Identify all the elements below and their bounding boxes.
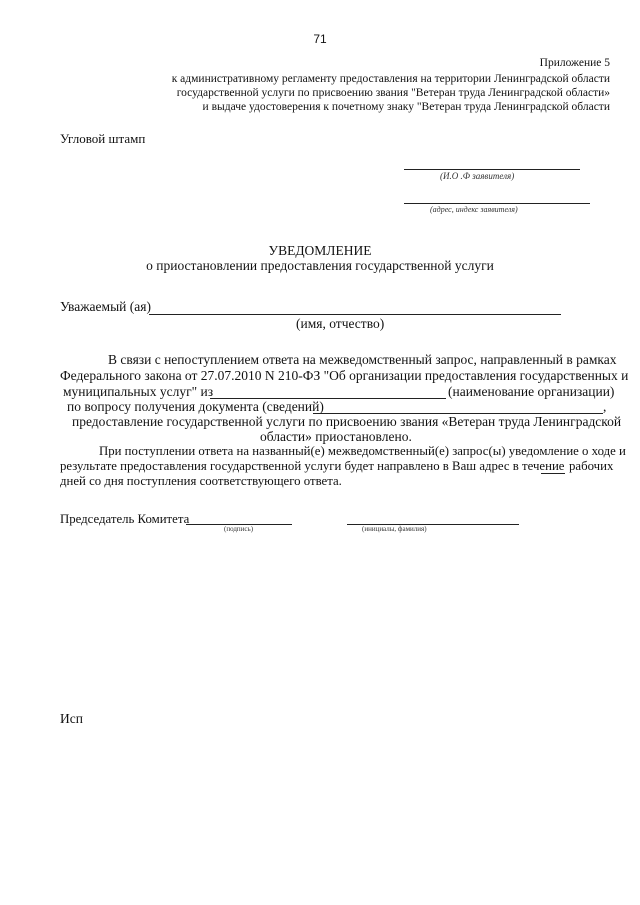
executor-label: Исп bbox=[60, 711, 83, 726]
body-p1-line-4-start: по вопросу получения документа (сведений) bbox=[67, 399, 324, 414]
body-p1-line-4-end: , bbox=[603, 399, 607, 414]
salutation-label: Уважаемый (ая) bbox=[60, 299, 151, 314]
salutation-line bbox=[149, 314, 561, 315]
body-p1-line-2: Федерального закона от 27.07.2010 N 210-ФЗ "Об организации предоставления государственных и bbox=[60, 368, 629, 383]
signer-name-caption: (инициалы, фамилия) bbox=[362, 525, 427, 533]
document-title: УВЕДОМЛЕНИЕ bbox=[268, 243, 372, 258]
appendix-line-4: и выдаче удостоверения к почетному знаку "Ветеран труда Ленинградской области bbox=[202, 101, 610, 113]
days-blank-line bbox=[541, 473, 565, 474]
appendix-line-3: государственной услуги по присвоению звания "Ветеран труда Ленинградской области» bbox=[176, 87, 610, 99]
body-p2-line-2-end: рабочих bbox=[569, 459, 614, 473]
body-p1-line-6: области» приостановлено. bbox=[260, 429, 412, 444]
appendix-line-2: к административному регламенту предоставления на территории Ленинградской области bbox=[171, 73, 610, 85]
body-p1-line-3-start: муниципальных услуг" из bbox=[63, 384, 214, 399]
body-p2-line-2-start: результате предоставления государственной услуги будет направлено в Ваш адрес в течение bbox=[60, 459, 565, 473]
body-p1-line-3-end: (наименование организации) bbox=[448, 384, 615, 399]
body-p1-line-1: В связи с непоступлением ответа на межведомственный запрос, направленный в рамках bbox=[108, 352, 617, 367]
body-p2-line-1: При поступлении ответа на названный(е) межведомственный(е) запрос(ы) уведомление о ходе и bbox=[99, 444, 626, 458]
applicant-name-line bbox=[404, 169, 580, 170]
signature-label: Председатель Комитета bbox=[60, 512, 190, 526]
applicant-address-caption: (адрес, индекс заявителя) bbox=[430, 205, 518, 214]
applicant-name-caption: (И.О .Ф заявителя) bbox=[440, 171, 515, 181]
body-p1-line-5: предоставление государственной услуги по присвоению звания «Ветеран труда Ленинградской bbox=[72, 414, 622, 429]
page-number: 71 bbox=[313, 32, 327, 46]
body-p2-line-3: дней со дня поступления соответствующего ответа. bbox=[60, 474, 342, 488]
document-subtitle: о приостановлении предоставления государственной услуги bbox=[146, 258, 494, 273]
appendix-title: Приложение 5 bbox=[539, 57, 610, 69]
salutation-caption: (имя, отчество) bbox=[296, 316, 385, 331]
applicant-address-line bbox=[404, 203, 590, 204]
signature-caption: (подпись) bbox=[224, 525, 254, 533]
corner-stamp-label: Угловой штамп bbox=[60, 131, 146, 146]
